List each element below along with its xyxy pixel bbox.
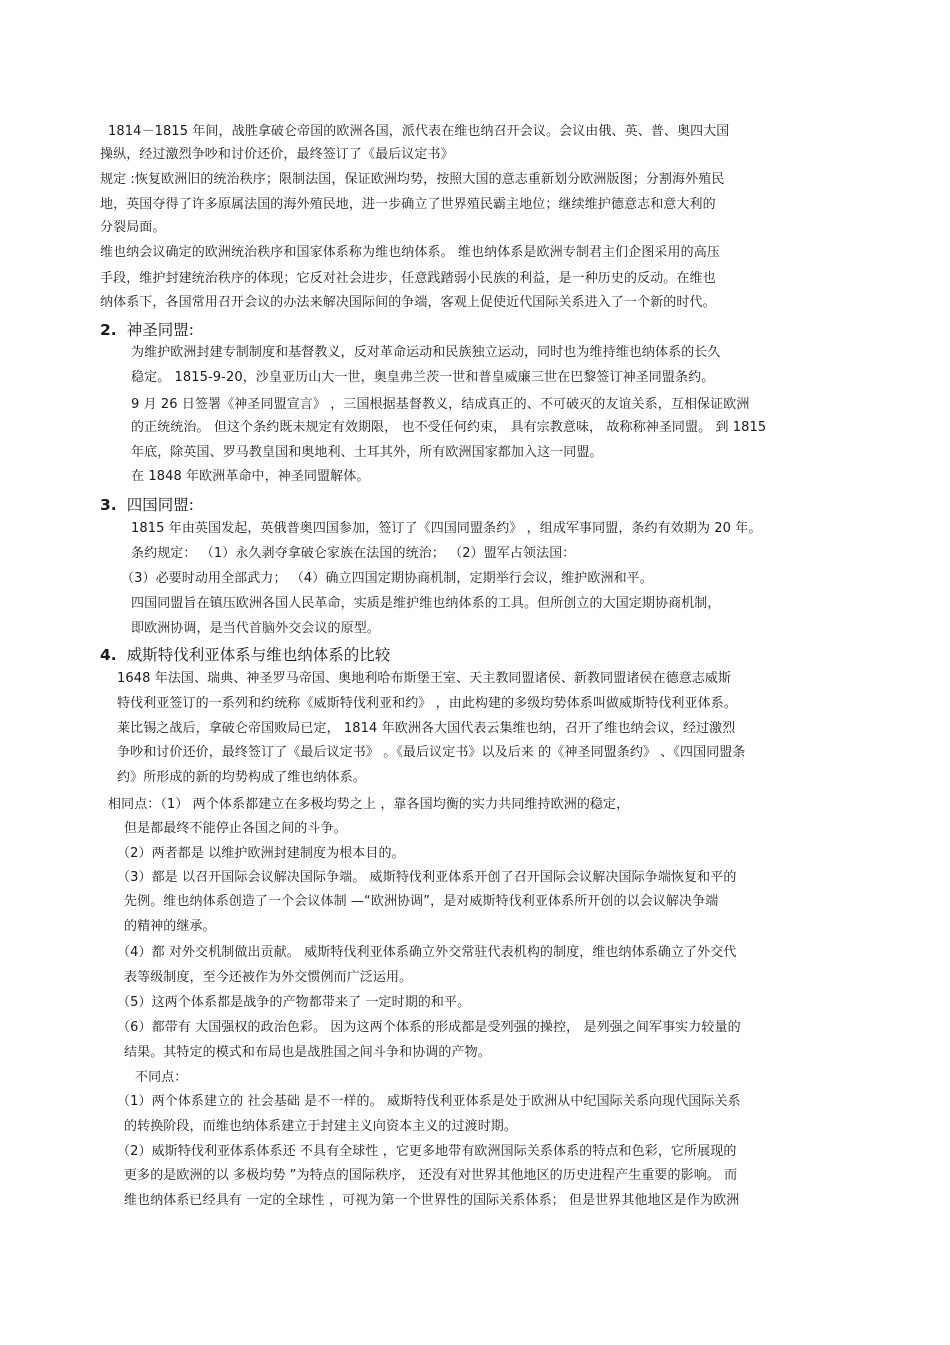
s3-line-1: 1815 年由英国发起，英俄普奥四国参加，签订了《四国同盟条约》 ，组成军事同盟，条约有效期为 20 年。 — [131, 521, 762, 536]
similar-line-6: 的精神的继承。 — [124, 919, 216, 934]
different-line-1: （1）两个体系建立的 社会基础 是不一样的。 威斯特伐利亚体系是处于欧洲从中纪国际关系向现代国际关系 — [117, 1094, 741, 1109]
similar-line-9: （5）这两个体系都是战争的产物都带来了 一定时期的和平。 — [117, 995, 471, 1010]
intro-line-8: 纳体系下，各国常用召开会议的办法来解决国际间的争端，客观上促使近代国际关系进入了一个新的时代。 — [100, 295, 716, 310]
s4-line-4: 争吵和讨价还价，最终签订了《最后议定书》 。《最后议定书》以及后来 的《神圣同盟条约》 、《四国同盟条 — [117, 745, 746, 760]
section-2-number: 2. — [100, 321, 117, 339]
intro-line-2: 操纵，经过激烈争吵和讨价还价，最终签订了《最后议定书》 — [100, 147, 454, 162]
different-line-2: 的转换阶段，而维也纳体系建立于封建主义向资本主义的过渡时期。 — [124, 1119, 518, 1134]
section-4-heading — [100, 645, 390, 665]
similar-line-4: （3）都是 以召开国际会议解决国际争端。 威斯特伐利亚体系开创了召开国际会议解决国际争端恢复和平的 — [117, 870, 737, 885]
section-3-title: 四国同盟: — [126, 496, 194, 514]
s2-line-1: 为维护欧洲封建专制制度和基督教义，反对革命运动和民族独立运动，同时也为维持维也纳体系的长久 — [131, 345, 721, 360]
section-2-heading — [100, 320, 194, 340]
section-4-number: 4. — [100, 646, 117, 664]
intro-line-4: 地，英国夺得了许多原属法国的海外殖民地，进一步确立了世界殖民霸主地位；继续维护德意志和意大利的 — [100, 197, 716, 212]
s3-line-2: 条约规定： （1）永久剥夺拿破仑家族在法国的统治； （2）盟军占领法国： — [131, 546, 576, 561]
s3-line-3: （3）必要时动用全部武力； （4）确立四国定期协商机制，定期举行会议，维护欧洲和平。 — [121, 571, 653, 586]
different-line-4: 更多的是欧洲的以 多极均势 ”为特点的国际秩序， 还没有对世界其他地区的历史进程产生重要的影响。 而 — [124, 1168, 738, 1183]
intro-line-5: 分裂局面。 — [100, 220, 166, 235]
similar-line-2: 但是都最终不能停止各国之间的斗争。 — [124, 821, 347, 836]
similar-line-7: （4）都 对外交机制做出贡献。 威斯特伐利亚体系确立外交常驻代表机构的制度，维也纳体系确立了外交代 — [117, 945, 737, 960]
s4-line-3: 莱比锡之战后，拿破仑帝国败局已定， 1814 年欧洲各大国代表云集维也纳，召开了维也纳会议，经过激烈 — [117, 721, 736, 736]
section-2-title: 神圣同盟: — [126, 321, 194, 339]
s2-line-2: 稳定。 1815-9-20，沙皇亚历山大一世，奥皇弗兰茨一世和普皇威廉三世在巴黎签订神圣同盟条约。 — [131, 370, 715, 385]
s2-line-5: 年底，除英国、罗马教皇国和奥地利、土耳其外，所有欧洲国家都加入这一同盟。 — [131, 445, 603, 460]
intro-line-6: 维也纳会议确定的欧洲统治秩序和国家体系称为维也纳体系。 维也纳体系是欧洲专制君主们企图采用的高压 — [100, 245, 720, 260]
s2-line-3: 9 月 26 日签署《神圣同盟宣言》 ，三国根据基督教义，结成真正的、不可破灭的友谊关系，互相保证欧洲 — [131, 397, 750, 412]
different-line-5: 维也纳体系已经具有 一定的全球性 ，可视为第一个世界性的国际关系体系； 但是世界其他地区是作为欧洲 — [124, 1193, 740, 1208]
similar-line-11: 结果。其特定的模式和布局也是战胜国之间斗争和协调的产物。 — [124, 1045, 491, 1060]
similar-line-10: （6）都带有 大国强权的政治色彩。 因为这两个体系的形成都是受列强的操控， 是列强之间军事实力较量的 — [117, 1020, 741, 1035]
s4-line-1: 1648 年法国、瑞典、神圣罗马帝国、奥地利哈布斯堡王室、天主教同盟诸侯、新教同盟诸侯在德意志威斯 — [117, 671, 732, 686]
similar-line-8: 表等级制度，至今还被作为外交惯例而广泛运用。 — [124, 970, 413, 985]
s4-line-2: 特伐利亚签订的一系列和约统称《威斯特伐利亚和约》 ，由此构建的多级均势体系叫做威斯特伐利亚体系。 — [117, 696, 737, 711]
similar-line-3: （2）两者都是 以维护欧洲封建制度为根本目的。 — [117, 846, 405, 861]
different-line-3: （2）威斯特伐利亚体系体系还 不具有全球性 ，它更多地带有欧洲国际关系体系的特点和色彩，它所展现的 — [117, 1144, 737, 1159]
s2-line-6: 在 1848 年欧洲革命中，神圣同盟解体。 — [131, 469, 370, 484]
similar-line-5: 先例。维也纳体系创造了一个会议体制 —“欧洲协调”，是对威斯特伐利亚体系所开创的以会议解决争端 — [124, 894, 719, 909]
similar-line-1: 相同点：（1） 两个体系都建立在多极均势之上 ，靠各国均衡的实力共同维持欧洲的稳定， — [108, 797, 630, 812]
intro-line-1: 1814－1815 年间，战胜拿破仑帝国的欧洲各国，派代表在维也纳召开会议。会议由俄、英、普、奥四大国 — [108, 124, 730, 139]
different-heading: 不同点： — [135, 1070, 188, 1085]
section-3-number: 3. — [100, 496, 117, 514]
section-4-title: 威斯特伐利亚体系与维也纳体系的比较 — [126, 646, 391, 664]
s3-line-5: 即欧洲协调，是当代首脑外交会议的原型。 — [131, 621, 380, 636]
s3-line-4: 四国同盟旨在镇压欧洲各国人民革命，实质是维护维也纳体系的工具。但所创立的大国定期协商机制， — [131, 596, 721, 611]
s2-line-4: 的正统统治。 但这个条约既未规定有效期限， 也不受任何约束， 具有宗教意味， 故称称神圣同盟。 到 1815 — [131, 420, 767, 435]
s4-line-5: 约》所形成的新的均势构成了维也纳体系。 — [117, 770, 366, 785]
section-3-heading — [100, 495, 194, 515]
intro-line-7: 手段，维护封建统治秩序的体现；它反对社会进步，任意践踏弱小民族的利益，是一种历史的反动。在维也 — [100, 271, 716, 286]
intro-line-3: 规定 :恢复欧洲旧的统治秩序；限制法国，保证欧洲均势，按照大国的意志重新划分欧洲版图；分割海外殖民 — [100, 172, 725, 187]
